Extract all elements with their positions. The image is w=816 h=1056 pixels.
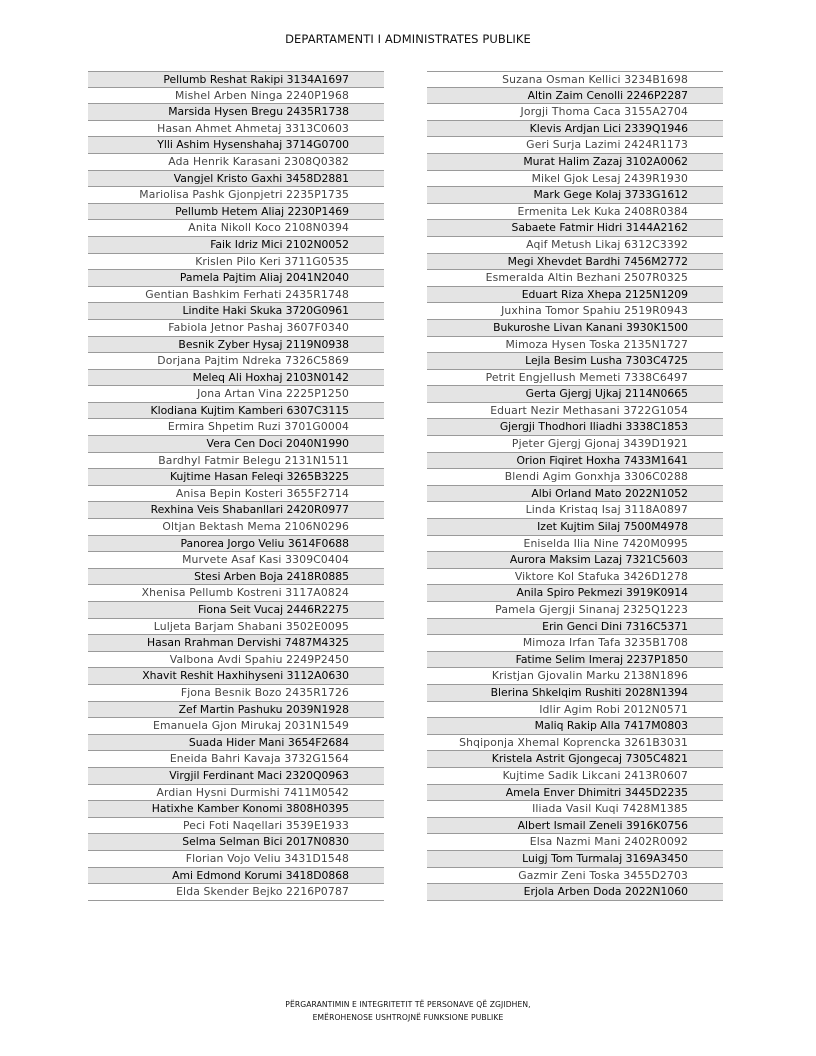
list-item: Suzana Osman Kellici 3234B1698 (427, 71, 723, 88)
left-name-list (88, 71, 384, 901)
list-item: Meleq Ali Hoxhaj 2103N0142 (88, 370, 384, 387)
list-item: Pellumb Hetem Aliaj 2230P1469 (88, 204, 384, 221)
list-item: Bardhyl Fatmir Belegu 2131N1511 (88, 453, 384, 470)
list-item: Kujtime Hasan Feleqi 3265B3225 (88, 469, 384, 486)
list-item: Xhavit Reshit Haxhihyseni 3112A0630 (88, 668, 384, 685)
list-item: Oltjan Bektash Mema 2106N0296 (88, 519, 384, 536)
list-item: Megi Xhevdet Bardhi 7456M2772 (427, 254, 723, 271)
list-item: Mikel Gjok Lesaj 2439R1930 (427, 171, 723, 188)
list-item: Panorea Jorgo Veliu 3614F0688 (88, 536, 384, 553)
footer-line-2: EMËROHENOSE USHTROJNË FUNKSIONE PUBLIKE (312, 1013, 504, 1022)
list-item: Shqiponja Xhemal Koprencka 3261B3031 (427, 735, 723, 752)
list-item: Albi Orland Mato 2022N1052 (427, 486, 723, 503)
list-item: Juxhina Tomor Spahiu 2519R0943 (427, 303, 723, 320)
list-item: Krislen Pilo Keri 3711G0535 (88, 254, 384, 271)
list-item: Sabaete Fatmir Hidri 3144A2162 (427, 220, 723, 237)
list-item: Stesi Arben Boja 2418R0885 (88, 569, 384, 586)
list-item: Hatixhe Kamber Konomi 3808H0395 (88, 801, 384, 818)
list-item: Altin Zaim Cenolli 2246P2287 (427, 88, 723, 105)
list-item: Mimoza Hysen Toska 2135N1727 (427, 337, 723, 354)
list-item: Vera Cen Doci 2040N1990 (88, 436, 384, 453)
list-item: Ardian Hysni Durmishi 7411M0542 (88, 785, 384, 802)
list-item: Gentian Bashkim Ferhati 2435R1748 (88, 287, 384, 304)
list-item: Iliada Vasil Kuqi 7428M1385 (427, 801, 723, 818)
list-item: Lejla Besim Lusha 7303C4725 (427, 353, 723, 370)
list-item: Mimoza Irfan Tafa 3235B1708 (427, 635, 723, 652)
list-item: Hasan Rrahman Dervishi 7487M4325 (88, 635, 384, 652)
list-item: Rexhina Veis Shabanllari 2420R0977 (88, 502, 384, 519)
list-item: Kujtime Sadik Likcani 2413R0607 (427, 768, 723, 785)
list-item: Fabiola Jetnor Pashaj 3607F0340 (88, 320, 384, 337)
list-item: Ami Edmond Korumi 3418D0868 (88, 868, 384, 885)
list-item: Anita Nikoll Koco 2108N0394 (88, 220, 384, 237)
list-item: Fiona Seit Vucaj 2446R2275 (88, 602, 384, 619)
list-item: Virgjil Ferdinant Maci 2320Q0963 (88, 768, 384, 785)
list-item: Esmeralda Altin Bezhani 2507R0325 (427, 270, 723, 287)
list-item: Mishel Arben Ninga 2240P1968 (88, 88, 384, 105)
list-item: Luljeta Barjam Shabani 3502E0095 (88, 619, 384, 636)
page-title: DEPARTAMENTI I ADMINISTRATES PUBLIKE (285, 32, 531, 46)
list-item: Klodiana Kujtim Kamberi 6307C3115 (88, 403, 384, 420)
list-item: Zef Martin Pashuku 2039N1928 (88, 702, 384, 719)
list-item: Pjeter Gjergj Gjonaj 3439D1921 (427, 436, 723, 453)
list-item: Dorjana Pajtim Ndreka 7326C5869 (88, 353, 384, 370)
list-item: Linda Kristaq Isaj 3118A0897 (427, 502, 723, 519)
list-item: Marsida Hysen Bregu 2435R1738 (88, 104, 384, 121)
list-item: Geri Surja Lazimi 2424R1173 (427, 137, 723, 154)
list-item: Idlir Agim Robi 2012N0571 (427, 702, 723, 719)
list-item: Fjona Besnik Bozo 2435R1726 (88, 685, 384, 702)
list-item: Eneida Bahri Kavaja 3732G1564 (88, 751, 384, 768)
list-item: Jorgji Thoma Caca 3155A2704 (427, 104, 723, 121)
footer-line-1: PËRGARANTIMIN E INTEGRITETIT TË PERSONAVE QË ZGJIDHEN, (285, 1000, 531, 1009)
list-item: Vangjel Kristo Gaxhi 3458D2881 (88, 171, 384, 188)
list-item: Emanuela Gjon Mirukaj 2031N1549 (88, 718, 384, 735)
list-item: Xhenisa Pellumb Kostreni 3117A0824 (88, 585, 384, 602)
list-item: Fatime Selim Imeraj 2237P1850 (427, 652, 723, 669)
list-item: Murat Halim Zazaj 3102A0062 (427, 154, 723, 171)
list-item: Peci Foti Naqellari 3539E1933 (88, 818, 384, 835)
list-item: Elsa Nazmi Mani 2402R0092 (427, 834, 723, 851)
list-item: Pamela Pajtim Aliaj 2041N2040 (88, 270, 384, 287)
list-item: Ermira Shpetim Ruzi 3701G0004 (88, 419, 384, 436)
list-item: Erjola Arben Doda 2022N1060 (427, 884, 723, 901)
list-item: Petrit Engjellush Memeti 7338C6497 (427, 370, 723, 387)
list-item: Ada Henrik Karasani 2308Q0382 (88, 154, 384, 171)
list-item: Viktore Kol Stafuka 3426D1278 (427, 569, 723, 586)
list-item: Gjergji Thodhori Iliadhi 3338C1853 (427, 419, 723, 436)
list-item: Blendi Agim Gonxhja 3306C0288 (427, 469, 723, 486)
list-item: Jona Artan Vina 2225P1250 (88, 386, 384, 403)
list-item: Mark Gege Kolaj 3733G1612 (427, 187, 723, 204)
list-item: Luigj Tom Turmalaj 3169A3450 (427, 851, 723, 868)
list-item: Valbona Avdi Spahiu 2249P2450 (88, 652, 384, 669)
list-item: Ermenita Lek Kuka 2408R0384 (427, 204, 723, 221)
list-item: Mariolisa Pashk Gjonpjetri 2235P1735 (88, 187, 384, 204)
right-name-list (427, 71, 723, 901)
list-item: Eduart Riza Xhepa 2125N1209 (427, 287, 723, 304)
list-item: Gazmir Zeni Toska 3455D2703 (427, 868, 723, 885)
list-item: Maliq Rakip Alla 7417M0803 (427, 718, 723, 735)
page-footer (0, 998, 816, 1024)
list-item: Eniselda Ilia Nine 7420M0995 (427, 536, 723, 553)
list-item: Amela Enver Dhimitri 3445D2235 (427, 785, 723, 802)
list-item: Aurora Maksim Lazaj 7321C5603 (427, 552, 723, 569)
list-item: Anisa Bepin Kosteri 3655F2714 (88, 486, 384, 503)
list-item: Kristjan Gjovalin Marku 2138N1896 (427, 668, 723, 685)
list-item: Orion Fiqiret Hoxha 7433M1641 (427, 453, 723, 470)
list-item: Albert Ismail Zeneli 3916K0756 (427, 818, 723, 835)
list-item: Izet Kujtim Silaj 7500M4978 (427, 519, 723, 536)
list-item: Kristela Astrit Gjongecaj 7305C4821 (427, 751, 723, 768)
list-item: Pamela Gjergji Sinanaj 2325Q1223 (427, 602, 723, 619)
list-item: Klevis Ardjan Lici 2339Q1946 (427, 121, 723, 138)
list-item: Florian Vojo Veliu 3431D1548 (88, 851, 384, 868)
list-item: Anila Spiro Pekmezi 3919K0914 (427, 585, 723, 602)
list-item: Lindite Haki Skuka 3720G0961 (88, 303, 384, 320)
list-item: Suada Hider Mani 3654F2684 (88, 735, 384, 752)
list-item: Eduart Nezir Methasani 3722G1054 (427, 403, 723, 420)
list-item: Blerina Shkelqim Rushiti 2028N1394 (427, 685, 723, 702)
list-item: Selma Selman Bici 2017N0830 (88, 834, 384, 851)
list-item: Pellumb Reshat Rakipi 3134A1697 (88, 71, 384, 88)
list-item: Hasan Ahmet Ahmetaj 3313C0603 (88, 121, 384, 138)
list-item: Murvete Asaf Kasi 3309C0404 (88, 552, 384, 569)
list-item: Gerta Gjergj Ujkaj 2114N0665 (427, 386, 723, 403)
list-item: Aqif Metush Likaj 6312C3392 (427, 237, 723, 254)
list-item: Elda Skender Bejko 2216P0787 (88, 884, 384, 901)
list-item: Besnik Zyber Hysaj 2119N0938 (88, 337, 384, 354)
list-item: Faik Idriz Mici 2102N0052 (88, 237, 384, 254)
list-item: Bukuroshe Livan Kanani 3930K1500 (427, 320, 723, 337)
list-item: Erin Genci Dini 7316C5371 (427, 619, 723, 636)
list-item: Ylli Ashim Hysenshahaj 3714G0700 (88, 137, 384, 154)
